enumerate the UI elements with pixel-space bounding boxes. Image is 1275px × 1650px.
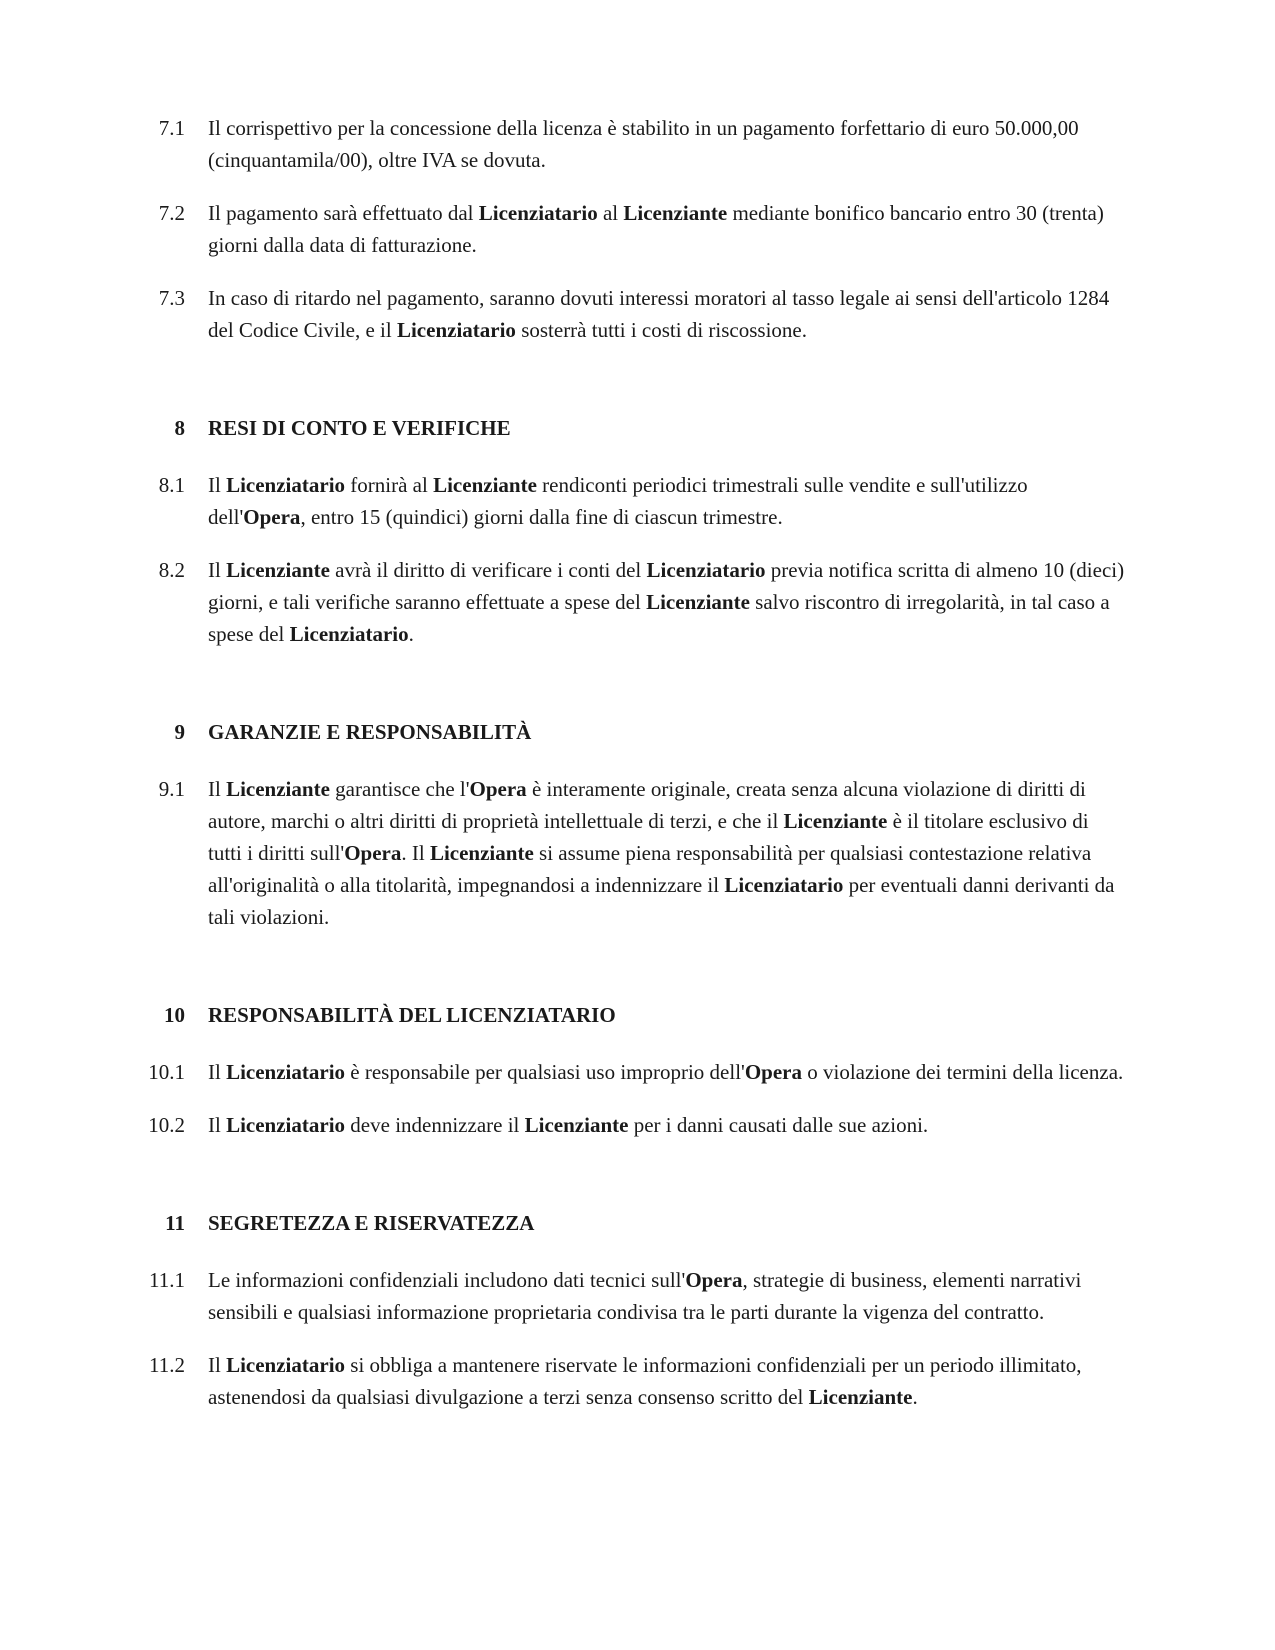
section-number: 11 bbox=[165, 1211, 185, 1235]
clause bbox=[115, 773, 1127, 933]
clause bbox=[115, 1109, 1127, 1141]
defined-term: Licenziatario bbox=[396, 318, 516, 342]
clause-number: 7.3 bbox=[158, 286, 185, 310]
defined-term: Licenziatario bbox=[646, 558, 766, 582]
defined-term: Licenziante bbox=[524, 1113, 629, 1137]
clause-text: Le informazioni confidenziali includono dati tecnici sull'Opera, strategie di business, elementi narrativi sensibili e qualsiasi informazione proprietaria condivisa tra le parti durante la vigenza del contratto. bbox=[208, 1268, 1082, 1324]
defined-term: Licenziatario bbox=[289, 622, 409, 646]
clause-number: 11.2 bbox=[149, 1353, 185, 1377]
section-number: 10 bbox=[164, 1003, 185, 1027]
defined-term: Licenziante bbox=[783, 809, 888, 833]
clause bbox=[115, 469, 1127, 533]
defined-term: Licenziante bbox=[226, 558, 330, 582]
clause-text: Il corrispettivo per la concessione della licenza è stabilito in un pagamento forfettario di euro 50.000,00 (cinquantamila/00), oltre IVA se dovuta. bbox=[208, 116, 1079, 172]
clause bbox=[115, 197, 1127, 261]
defined-term: Licenziatario bbox=[226, 1353, 346, 1377]
defined-term: Opera bbox=[243, 505, 301, 529]
clause-text: In caso di ritardo nel pagamento, saranno dovuti interessi moratori al tasso legale ai sensi dell'articolo 1284 del Codice Civile, e il Licenziatario sosterrà tutti i costi di riscossione. bbox=[208, 286, 1110, 342]
section-heading bbox=[115, 412, 1127, 444]
section-title: GARANZIE E RESPONSABILITÀ bbox=[208, 720, 532, 744]
clause-number: 7.1 bbox=[158, 116, 185, 140]
clause-text: Il Licenziatario è responsabile per qualsiasi uso improprio dell'Opera o violazione dei termini della licenza. bbox=[208, 1060, 1124, 1084]
defined-term: Opera bbox=[344, 841, 402, 865]
section-title: SEGRETEZZA E RISERVATEZZA bbox=[208, 1211, 535, 1235]
defined-term: Licenziatario bbox=[724, 873, 844, 897]
clause-number: 8.2 bbox=[158, 558, 185, 582]
clause-number: 9.1 bbox=[158, 777, 185, 801]
defined-term: Licenziante bbox=[808, 1385, 913, 1409]
clause-number: 10.1 bbox=[148, 1060, 185, 1084]
clause-number: 8.1 bbox=[158, 473, 185, 497]
clause-text: Il Licenziatario fornirà al Licenziante rendiconti periodici trimestrali sulle vendite e sull'utilizzo dell'Opera, entro 15 (quindici) giorni dalla fine di ciascun trimestre. bbox=[208, 473, 1028, 529]
defined-term: Licenziante bbox=[433, 473, 537, 497]
defined-term: Licenziatario bbox=[226, 1113, 346, 1137]
clause-number: 11.1 bbox=[149, 1268, 185, 1292]
defined-term: Licenziante bbox=[623, 201, 728, 225]
clause-text: Il pagamento sarà effettuato dal Licenziatario al Licenziante mediante bonifico bancario entro 30 (trenta) giorni dalla data di fatturazione. bbox=[208, 201, 1104, 257]
clause bbox=[115, 1349, 1127, 1413]
clause bbox=[115, 1264, 1127, 1328]
defined-term: Licenziatario bbox=[226, 473, 346, 497]
clause-text: Il Licenziatario si obbliga a mantenere riservate le informazioni confidenziali per un periodo illimitato, astenendosi da qualsiasi divulgazione a terzi senza consenso scritto del Licenziante. bbox=[208, 1353, 1082, 1409]
section-title: RESI DI CONTO E VERIFICHE bbox=[208, 416, 511, 440]
clause bbox=[115, 1056, 1127, 1088]
clause bbox=[115, 554, 1127, 650]
section-heading bbox=[115, 999, 1127, 1031]
section-heading bbox=[115, 716, 1127, 748]
clause bbox=[115, 282, 1127, 346]
section-number: 8 bbox=[174, 416, 185, 440]
defined-term: Licenziatario bbox=[226, 1060, 346, 1084]
section-heading bbox=[115, 1207, 1127, 1239]
section-title: RESPONSABILITÀ DEL LICENZIATARIO bbox=[208, 1003, 616, 1027]
clause-text: Il Licenziante garantisce che l'Opera è interamente originale, creata senza alcuna violazione di diritti di autore, marchi o altri diritti di proprietà intellettuale di terzi, e che il Licenziante è il titolare esclusivo di tutti i diritti sull'Opera. Il Licenziante si assume piena responsabilità per qualsiasi contestazione relativa all'originalità o alla titolarità, impegnandosi a indennizzare il Licenziatario per eventuali danni derivanti da tali violazioni. bbox=[208, 777, 1115, 929]
clause-text: Il Licenziatario deve indennizzare il Licenziante per i danni causati dalle sue azioni. bbox=[208, 1113, 929, 1137]
defined-term: Licenziante bbox=[646, 590, 750, 614]
contract-body bbox=[115, 112, 1127, 1413]
clause-number: 10.2 bbox=[148, 1113, 185, 1137]
defined-term: Licenziatario bbox=[478, 201, 598, 225]
clause-number: 7.2 bbox=[158, 201, 185, 225]
defined-term: Opera bbox=[469, 777, 527, 801]
clause bbox=[115, 112, 1127, 176]
clause-text: Il Licenziante avrà il diritto di verificare i conti del Licenziatario previa notifica scritta di almeno 10 (dieci) giorni, e tali verifiche saranno effettuate a spese del Licenziante salvo riscontro di irregolarità, in tal caso a spese del Licenziatario. bbox=[208, 558, 1125, 646]
defined-term: Licenziante bbox=[429, 841, 534, 865]
defined-term: Opera bbox=[744, 1060, 802, 1084]
section-number: 9 bbox=[174, 720, 185, 744]
defined-term: Licenziante bbox=[226, 777, 330, 801]
defined-term: Opera bbox=[685, 1268, 743, 1292]
